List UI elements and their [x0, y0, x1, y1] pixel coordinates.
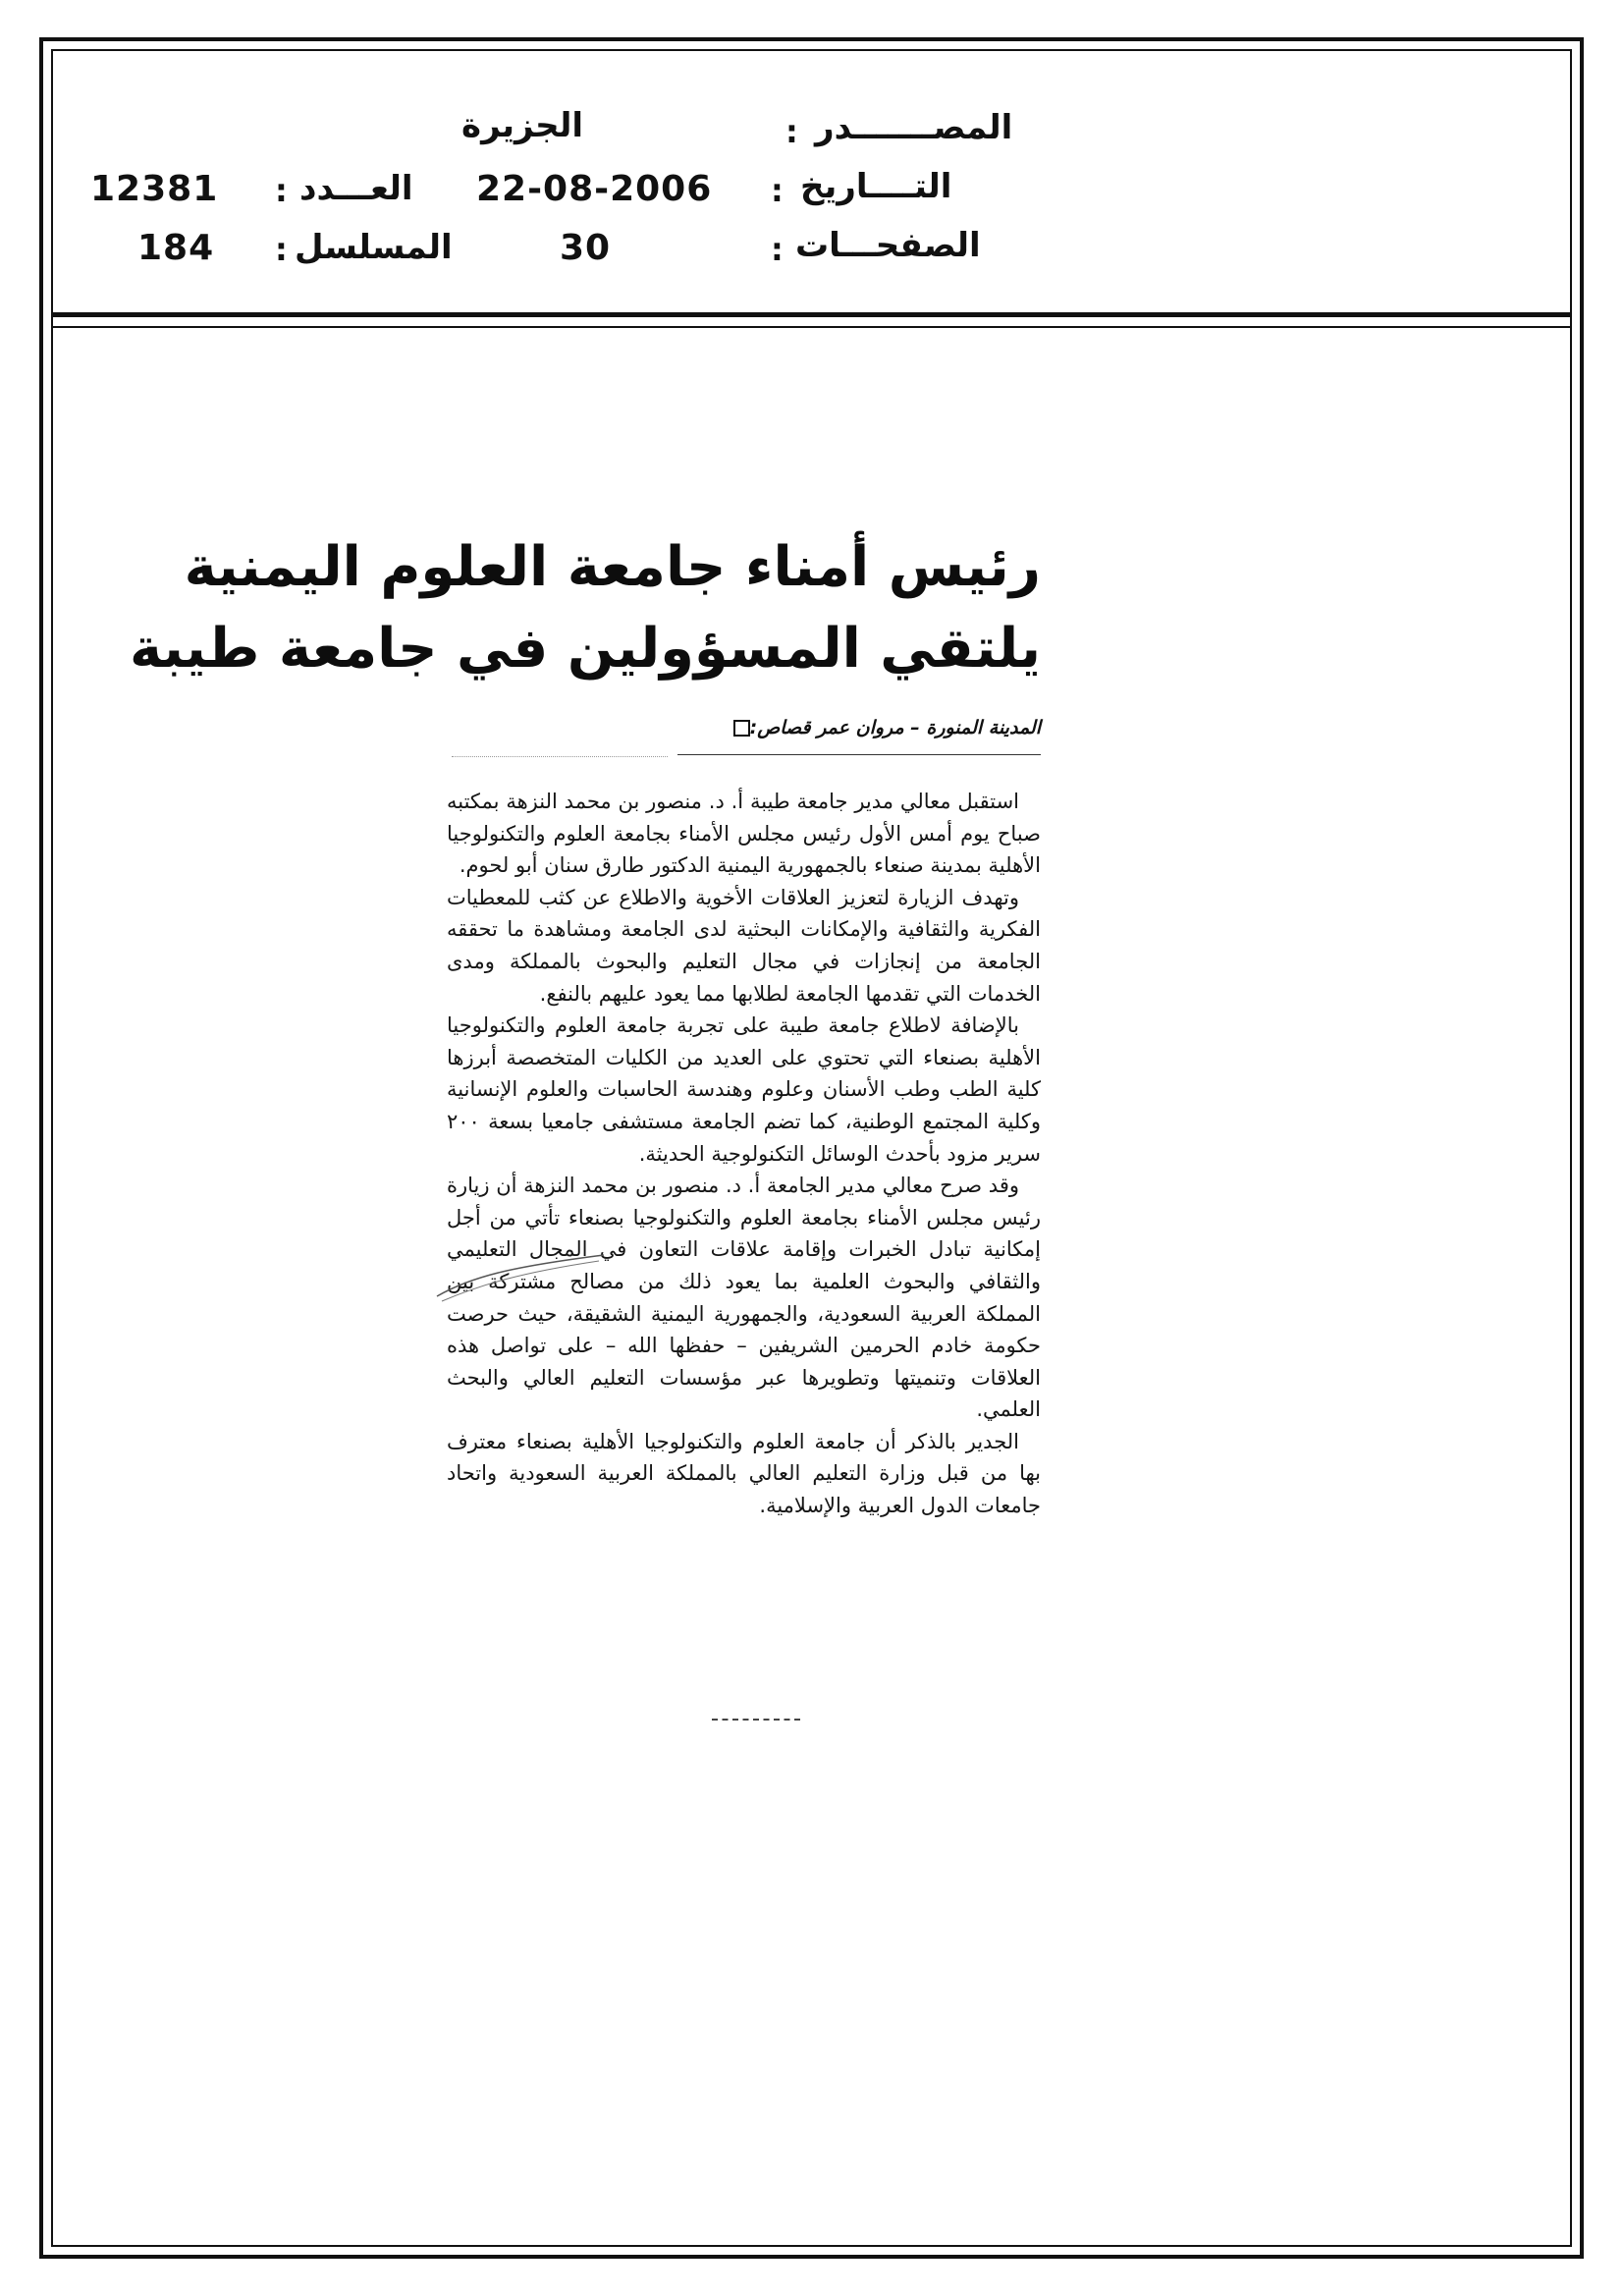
article-body	[447, 786, 1041, 1522]
source-colon: :	[785, 113, 798, 150]
source-value: الجزيرة	[461, 106, 584, 145]
headline-line-1: رئيس أمناء جامعة العلوم اليمنية	[184, 535, 1041, 599]
article-paragraph: استقبل معالي مدير جامعة طيبة أ. د. منصور بن محمد النزهة بمكتبه صباح يوم أمس الأول رئيس مجلس الأمناء بجامعة العلوم والتكنولوجيا الأهلية بمدينة صنعاء بالجمهورية اليمنية الدكتور طارق سنان أبو لحوم.	[447, 790, 1041, 878]
byline-rule	[677, 754, 1041, 755]
byline	[452, 717, 1041, 738]
byline-text: المدينة المنورة – مروان عمر قصاص:	[749, 717, 1041, 738]
issue-label: العـــدد	[299, 169, 413, 208]
article-paragraph: وتهدف الزيارة لتعزيز العلاقات الأخوية والاطلاع عن كثب للمعطيات الفكرية والثقافية والإمكانات البحثية لدى الجامعة ومشاهدة ما تحققه الجامعة من إنجازات في مجال التعليم والبحوث بالمملكة ومدى الخدمات التي تقدمها الجامعة لطلابها مما يعود عليهم بالنفع.	[447, 885, 1041, 1006]
article-paragraph: بالإضافة لاطلاع جامعة طيبة على تجربة جامعة العلوم والتكنولوجيا الأهلية بصنعاء التي تحتوي على العديد من الكليات المتخصصة أبرزها كلية الطب وطب الأسنان وعلوم وهندسة الحاسبات والعلوم الإنسانية وكلية المجتمع الوطنية، كما تضم الجامعة مستشفى جامعيا بسعة ٢٠٠ سرير مزود بأحدث الوسائل التكنولوجية الحديثة.	[447, 1013, 1041, 1166]
date-label: التــــاريخ	[800, 167, 952, 206]
date-colon: :	[771, 172, 784, 209]
date-value: 22-08-2006	[476, 169, 713, 209]
issue-colon: :	[275, 172, 288, 209]
square-bullet-icon	[733, 720, 750, 737]
article-paragraph: وقد صرح معالي مدير الجامعة أ. د. منصور بن محمد النزهة أن زيارة رئيس مجلس الأمناء بجامعة العلوم والتكنولوجيا بصنعاء تأتي من أجل إمكانية تبادل الخبرات وإقامة علاقات التعاون في المجال التعليمي والثقافي والبحوث العلمية بما يعود ذلك من مصالح مشتركة بين المملكة العربية السعودية، والجمهورية اليمنية الشقيقة، حيث حرصت حكومة خادم الحرمين الشريفين – حفظها الله – على تواصل هذه العلاقات وتنميتها وتطويرها عبر مؤسسات التعليم العالي والبحث العلمي.	[447, 1174, 1041, 1422]
article-end-mark	[712, 1719, 800, 1728]
header-divider	[51, 312, 1572, 317]
headline-line-2: يلتقي المسؤولين في جامعة طيبة	[129, 617, 1041, 681]
article-paragraph: الجدير بالذكر أن جامعة العلوم والتكنولوجيا الأهلية بصنعاء معترف بها من قبل وزارة التعليم العالي بالمملكة العربية السعودية واتحاد جامعات الدول العربية والإسلامية.	[447, 1429, 1041, 1518]
source-label: المصـــــــدر	[815, 108, 1013, 147]
header-divider-thin	[51, 326, 1572, 328]
serial-label: المسلسل	[295, 228, 453, 267]
pen-mark	[432, 1247, 609, 1306]
pages-label: الصفحـــات	[795, 226, 981, 265]
pages-colon: :	[771, 231, 784, 268]
byline-dotted-rule	[452, 756, 668, 758]
pages-value: 30	[560, 228, 612, 268]
serial-colon: :	[275, 231, 288, 268]
serial-value: 184	[137, 228, 215, 268]
issue-value: 12381	[90, 169, 219, 209]
